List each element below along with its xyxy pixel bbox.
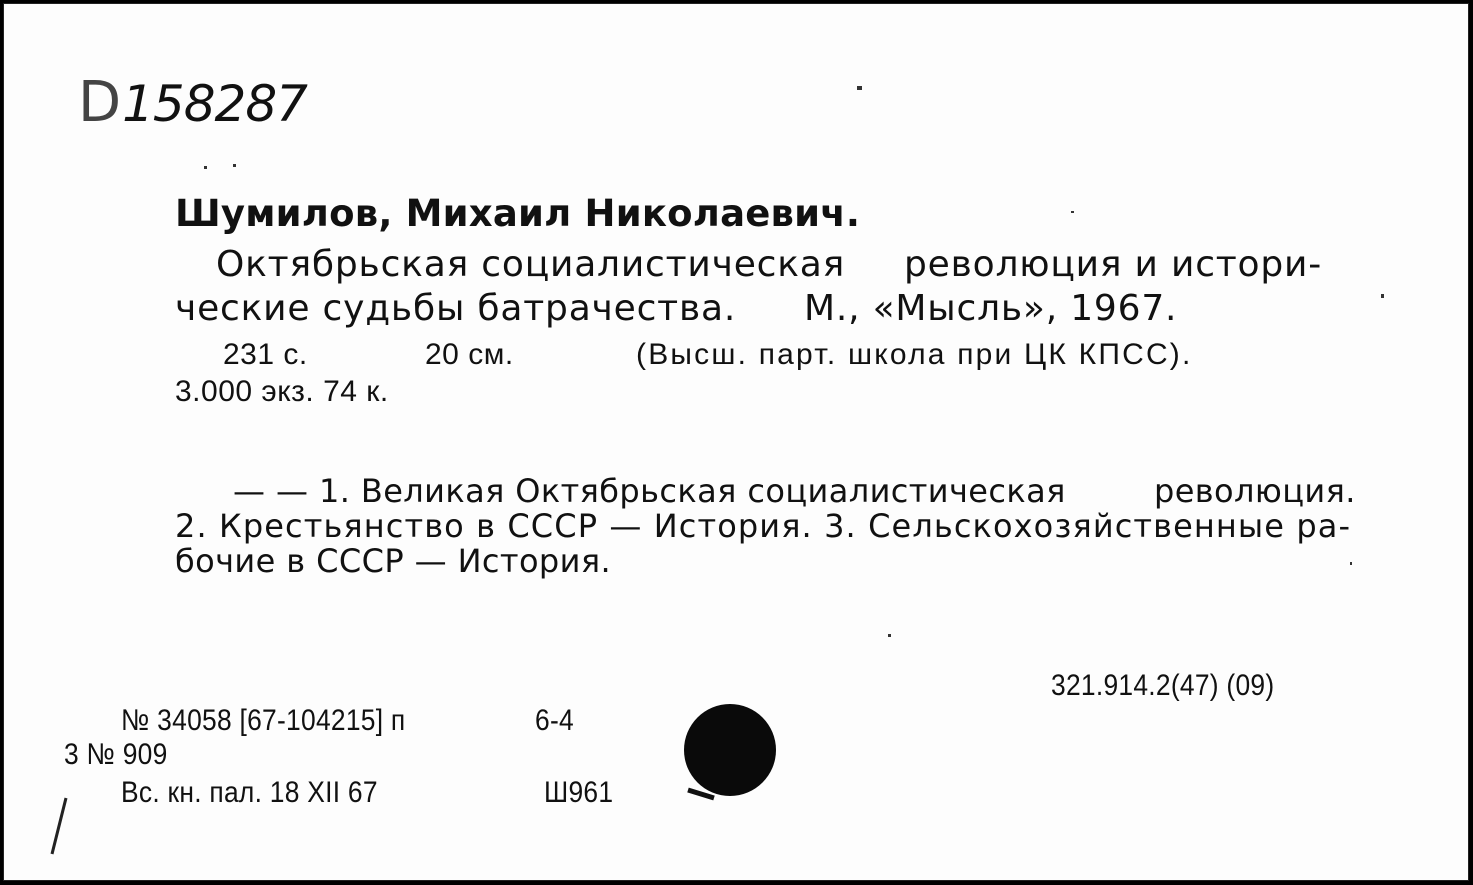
title-line-1a: Октябрьская социалистическая [216, 244, 846, 285]
punch-hole [684, 704, 776, 796]
subject-line-2: 2. Крестьянство в СССР — История. 3. Сельскохозяйственные ра- [175, 507, 1352, 545]
speck [888, 634, 891, 637]
title-line-2b: М., «Мысль», 1967. [804, 288, 1178, 329]
pencil-mark [44, 794, 74, 864]
speck [1071, 211, 1074, 213]
author-heading: Шумилов, Михаил Николаевич. [175, 192, 861, 235]
speck [857, 86, 862, 90]
speck [1350, 562, 1352, 565]
order-number: № 34058 [67-104215] п [121, 704, 406, 737]
catalog-card [3, 3, 1469, 881]
call-number [78, 70, 307, 135]
subject-line-1a: — — 1. Великая Октябрьская социалистическая [233, 472, 1066, 510]
subject-line-3: бочие в СССР — История. [175, 542, 612, 580]
cipher: Ш961 [544, 776, 614, 809]
classification-index: 321.914.2(47) (09) [1051, 669, 1275, 702]
size: 20 см. [425, 338, 514, 371]
speck [1381, 294, 1384, 298]
speck [204, 166, 207, 169]
chamber-date: Вс. кн. пал. 18 XII 67 [121, 776, 378, 809]
pages: 231 с. [223, 338, 308, 371]
speck [233, 164, 236, 167]
call-number-letter: D [78, 70, 121, 135]
line-three: 3 № 909 [64, 738, 168, 771]
order-code: 6-4 [535, 704, 574, 737]
series: (Высш. парт. школа при ЦК КПСС). [636, 338, 1193, 371]
print-run: 3.000 экз. 74 к. [175, 375, 389, 408]
title-line-1b: революция и истори- [904, 244, 1323, 285]
call-number-digits: 158287 [122, 75, 307, 133]
hole-tail-mark [684, 784, 734, 804]
subject-line-1b: революция. [1154, 472, 1356, 510]
title-line-2a: ческие судьбы батрачества. [175, 288, 737, 329]
